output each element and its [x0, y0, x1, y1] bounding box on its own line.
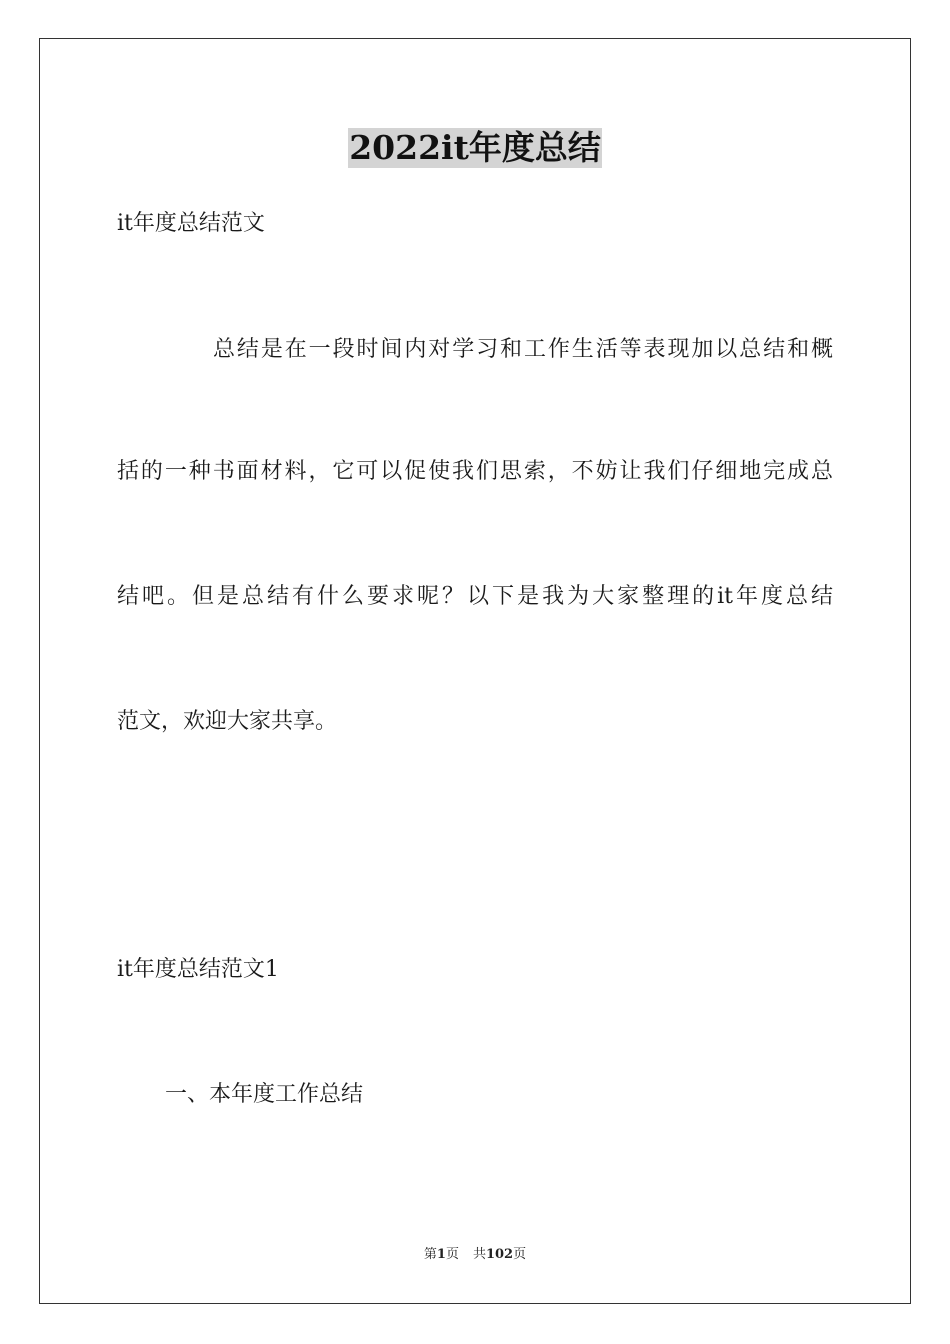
footer-page-prefix: 第 [423, 1247, 437, 1262]
footer-total-suffix: 页 [513, 1247, 527, 1262]
intro-paragraph-line-3: 结吧。但是总结有什么要求呢？以下是我为大家整理的it年度总结 [117, 584, 833, 609]
page-footer [0, 1246, 950, 1264]
intro-paragraph-line-4: 范文，欢迎大家共享。 [117, 709, 338, 734]
document-subtitle: it年度总结范文 [117, 211, 265, 236]
document-title: 2022it年度总结 [349, 128, 601, 167]
footer-page-number: 1 [436, 1247, 446, 1262]
title-container [0, 128, 950, 168]
footer-total-pages: 102 [485, 1247, 514, 1262]
subsection-title: 一、本年度工作总结 [165, 1082, 364, 1107]
intro-paragraph-line-1: 总结是在一段时间内对学习和工作生活等表现加以总结和概 [213, 337, 833, 362]
section-title: it年度总结范文1 [117, 957, 279, 982]
intro-paragraph-line-2: 括的一种书面材料，它可以促使我们思索，不妨让我们仔细地完成总 [117, 459, 833, 484]
footer-page-suffix: 页 [445, 1247, 459, 1262]
footer-total-prefix: 共 [472, 1247, 486, 1262]
